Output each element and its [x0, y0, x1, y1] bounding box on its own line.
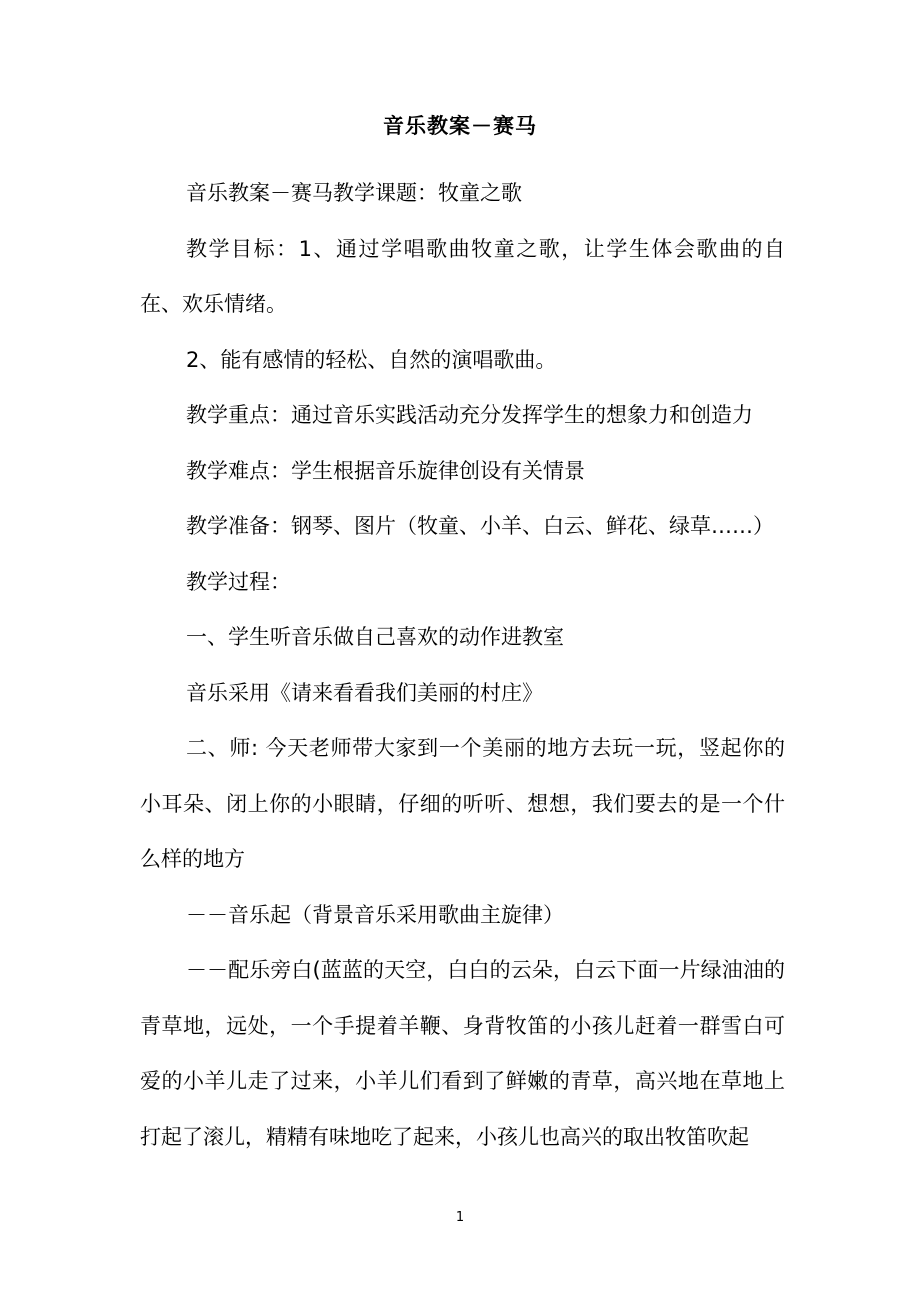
page-number: 1 — [455, 1210, 465, 1225]
paragraph-step-1: 一、学生听音乐做自己喜欢的动作进教室 — [186, 625, 564, 649]
paragraph-music-choice: 音乐采用《请来看看我们美丽的村庄》 — [186, 680, 543, 705]
paragraph-key-points: 教学重点：通过音乐实践活动充分发挥学生的想象力和创造力 — [186, 403, 753, 427]
paragraph-preparation: 教学准备：钢琴、图片（牧童、小羊、白云、鲜花、绿草……） — [186, 514, 774, 538]
paragraph-objective-1: 教学目标：1、通过学唱歌曲牧童之歌，让学生体会歌曲的自在、欢乐情绪。 — [140, 236, 785, 316]
paragraph-topic: 音乐教案－赛马教学课题：牧童之歌 — [186, 181, 522, 205]
paragraph-music-start: －－音乐起（背景音乐采用歌曲主旋律） — [186, 902, 564, 927]
document-body — [140, 166, 785, 1165]
paragraph-step-2: 二、师: 今天老师带大家到一个美丽的地方去玩一玩，竖起你的小耳朵、闭上你的小眼睛，仔细的听听、想想，我们要去的是一个什么样的地方 — [140, 736, 785, 871]
paragraph-difficulties: 教学难点：学生根据音乐旋律创设有关情景 — [186, 458, 585, 483]
paragraph-process-heading: 教学过程： — [186, 569, 291, 594]
paragraph-narration: －－配乐旁白(蓝蓝的天空，白白的云朵，白云下面一片绿油油的青草地，远处，一个手提着羊鞭、身背牧笛的小孩儿赶着一群雪白可爱的小羊儿走了过来，小羊儿们看到了鲜嫩的青草，高兴地在草地上打起了滚儿，精精有味地吃了起来，小孩儿也高兴的取出牧笛吹起 — [140, 958, 785, 1149]
document-title: 音乐教案－赛马 — [383, 114, 537, 138]
paragraph-objective-2: 2、能有感情的轻松、自然的演唱歌曲。 — [186, 347, 557, 372]
